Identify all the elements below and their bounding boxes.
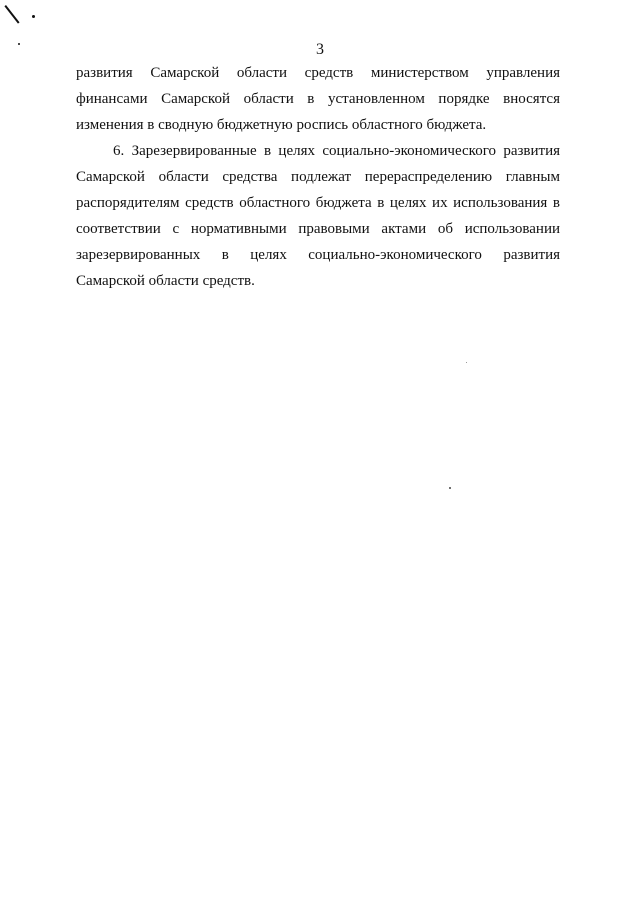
- paragraph-continuation: развития Самарской области средств министерством управления финансами Самарской области в установленном порядке вносятся изменения в сводную бюджетную роспись областного бюджета.: [76, 65, 560, 133]
- scan-artifact: [466, 362, 467, 363]
- scan-artifact: [4, 5, 19, 24]
- page-number: 3: [316, 41, 324, 58]
- scan-artifact: [32, 15, 35, 18]
- paragraph-item-6: 6. Зарезервированные в целях социально-экономического развития Самарской области средства подлежат перераспределению главным распорядителям средств областного бюджета в целях их использования в соответствии с нормативными правовыми актами об использовании зарезервированных в целях социально-экономического развития Самарской области средств.: [76, 143, 560, 289]
- scan-artifact: [449, 487, 451, 489]
- body-text: [76, 60, 560, 294]
